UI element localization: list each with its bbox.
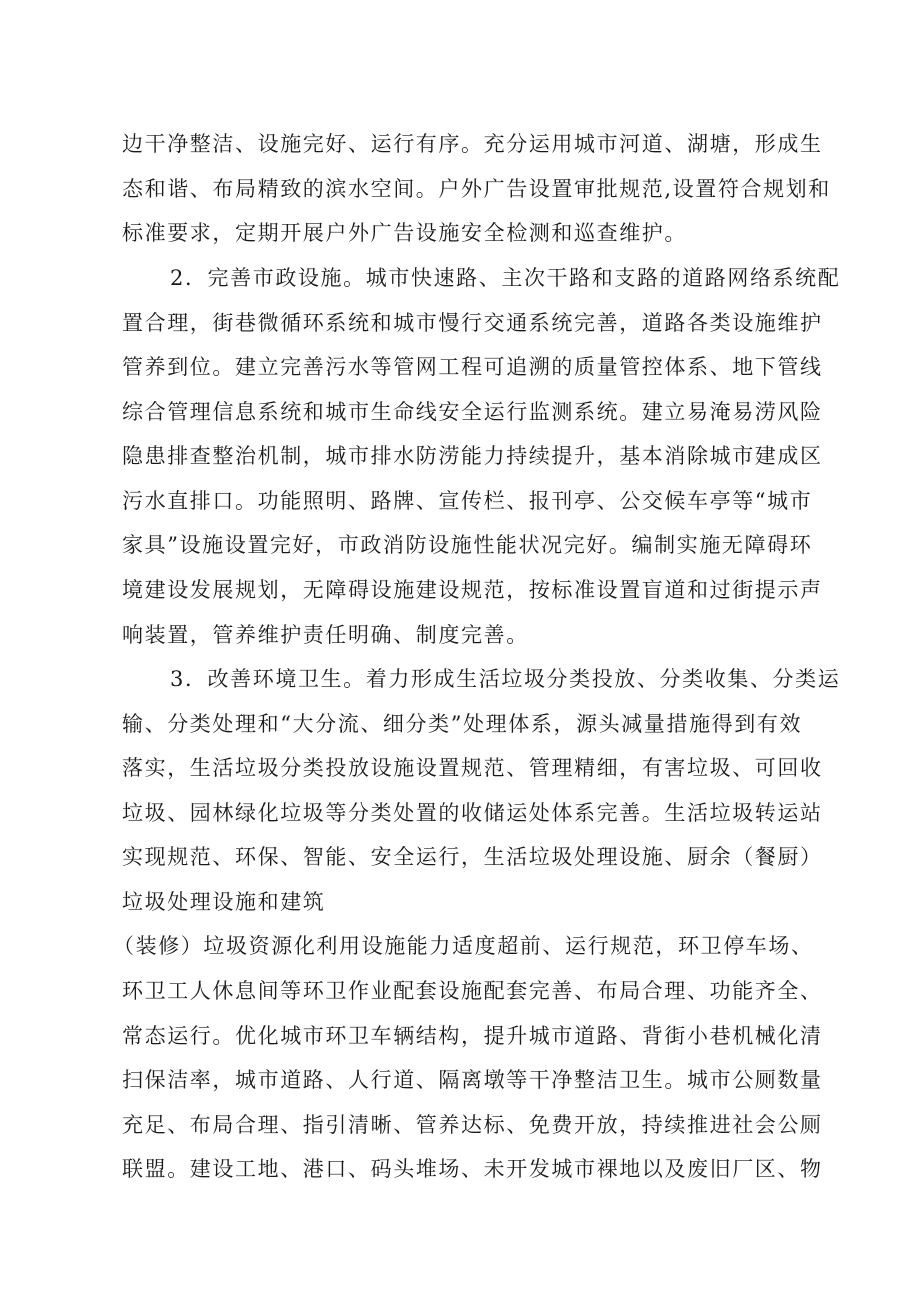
text-line: 综合管理信息系统和城市生命线安全运行监测系统。建立易淹易涝风险: [122, 400, 823, 424]
text-line: 实现规范、环保、智能、安全运行，生活垃圾处理设施、厨余（餐厨）: [122, 845, 823, 869]
text-line: 家具”设施设置完好，市政消防设施性能状况完好。编制实施无障碍环: [122, 533, 813, 557]
section-heading-line: 3．改善环境卫生。着力形成生活垃圾分类投放、分类收集、分类运: [170, 667, 841, 691]
text-line: 污水直排口。功能照明、路牌、宣传栏、报刊亭、公交候车亭等“城市: [122, 489, 813, 513]
text-line: 标准要求，定期开展户外广告设施安全检测和巡查维护。: [122, 221, 687, 245]
text-line: 垃圾处理设施和建筑: [122, 890, 326, 914]
text-line: （装修）垃圾资源化利用设施能力适度超前、运行规范，环卫停车场、: [113, 934, 814, 958]
text-line: 扫保洁率，城市道路、人行道、隔离墩等干净整洁卫生。城市公厕数量: [122, 1068, 823, 1092]
text-line: 管养到位。建立完善污水等管网工程可追溯的质量管控体系、地下管线: [122, 355, 823, 379]
text-line: 常态运行。优化城市环卫车辆结构，提升城市道路、背街小巷机械化清: [122, 1024, 823, 1048]
text-line: 环卫工人休息间等环卫作业配套设施配套完善、布局合理、功能齐全、: [122, 979, 823, 1003]
text-line: 联盟。建设工地、港口、码头堆场、未开发城市裸地以及废旧厂区、物: [122, 1157, 823, 1181]
text-line: 响装置，管养维护责任明确、制度完善。: [122, 623, 529, 647]
text-line: 置合理，街巷微循环系统和城市慢行交通系统完善，道路各类设施维护: [122, 311, 823, 335]
text-line: 隐患排查整治机制，城市排水防涝能力持续提升，基本消除城市建成区: [122, 444, 823, 468]
text-line: 态和谐、布局精致的滨水空间。户外广告设置审批规范,设置符合规划和: [122, 177, 831, 201]
section-heading-line: 2．完善市政设施。城市快速路、主次干路和支路的道路网络系统配: [170, 266, 841, 290]
text-line: 边干净整洁、设施完好、运行有序。充分运用城市河道、湖塘，形成生: [122, 132, 823, 156]
text-line: 境建设发展规划，无障碍设施建设规范，按标准设置盲道和过街提示声: [122, 578, 823, 602]
text-line: 充足、布局合理、指引清晰、管养达标、免费开放，持续推进社会公厕: [122, 1113, 823, 1137]
text-line: 垃圾、园林绿化垃圾等分类处置的收储运处体系完善。生活垃圾转运站: [122, 801, 823, 825]
text-line: 落实，生活垃圾分类投放设施设置规范、管理精细，有害垃圾、可回收: [122, 756, 823, 780]
text-line: 输、分类处理和“大分流、细分类”处理体系，源头减量措施得到有效: [122, 712, 803, 736]
